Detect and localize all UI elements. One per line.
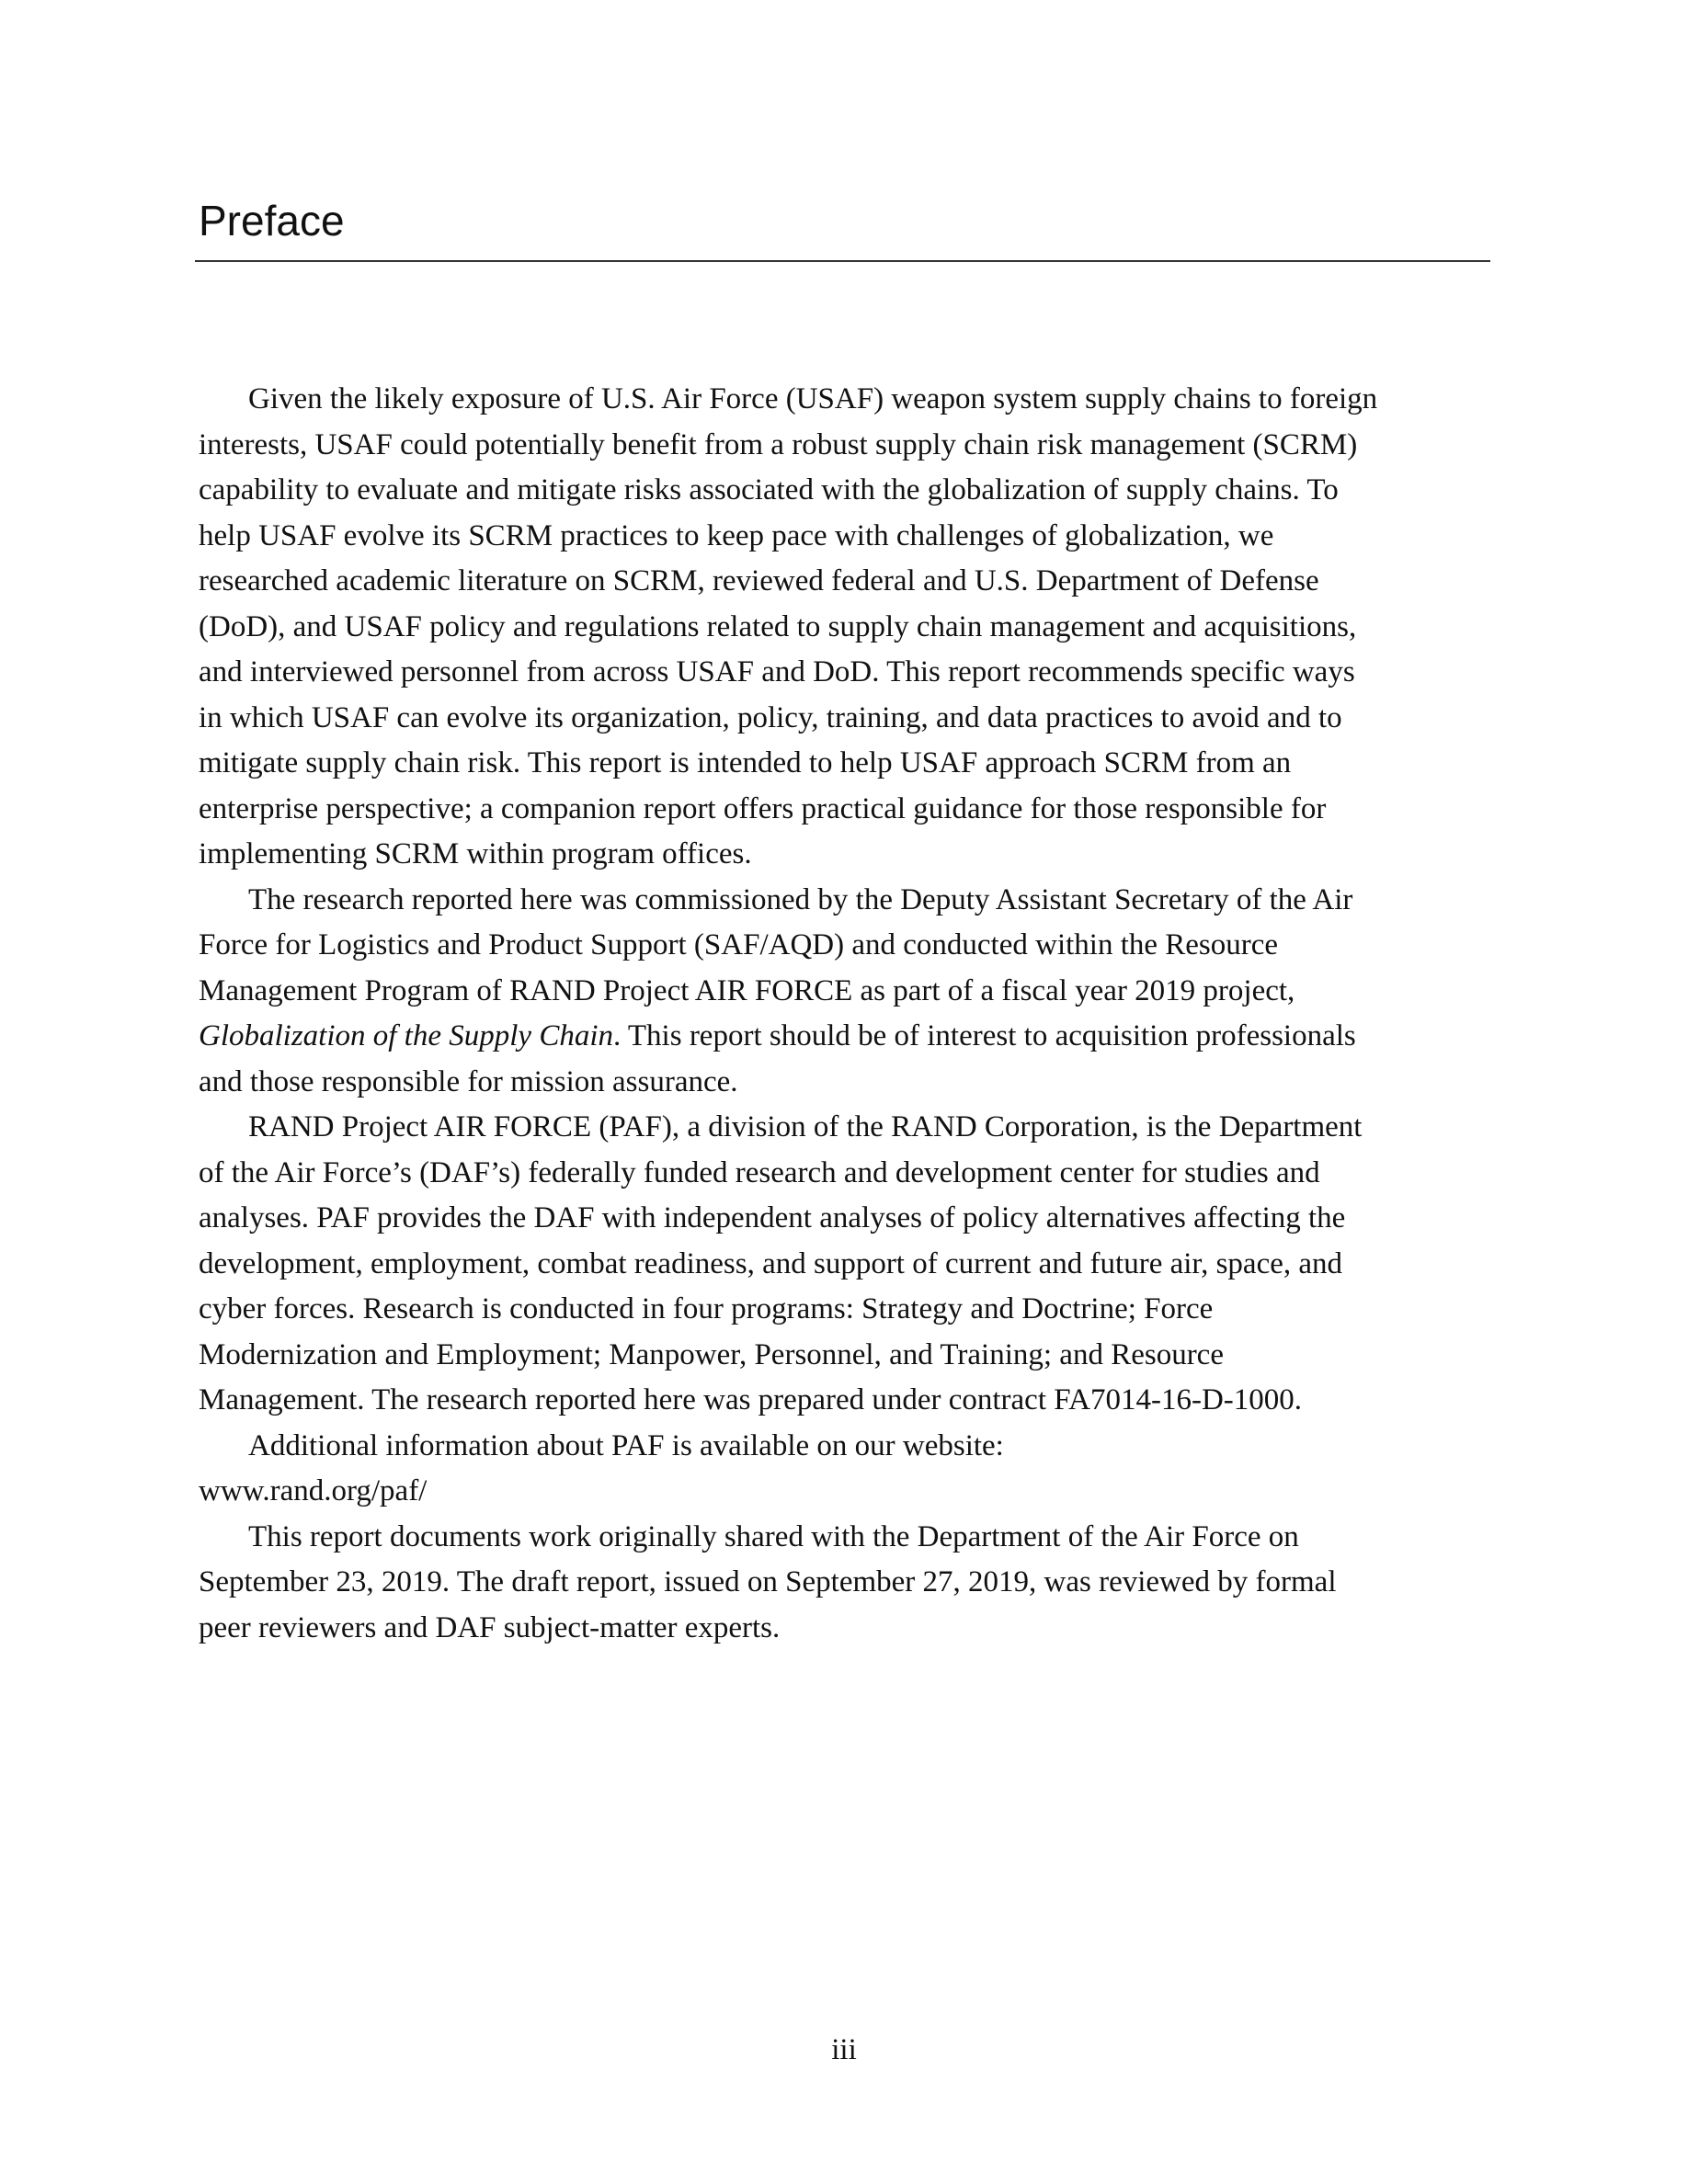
text-line: and those responsible for mission assurance. bbox=[199, 1064, 738, 1098]
paragraph-2 bbox=[199, 878, 1499, 1106]
text-line: Given the likely exposure of U.S. Air Force (USAF) weapon system supply chains to foreign bbox=[248, 382, 1378, 415]
text-line: Modernization and Employment; Manpower, Personnel, and Training; and Resource bbox=[199, 1337, 1224, 1371]
text-line: September 23, 2019. The draft report, issued on September 27, 2019, was reviewed by formal bbox=[199, 1565, 1337, 1598]
paragraph-3 bbox=[199, 1105, 1499, 1424]
text-line: peer reviewers and DAF subject-matter experts. bbox=[199, 1610, 781, 1644]
text-line: mitigate supply chain risk. This report is intended to help USAF approach SCRM from an bbox=[199, 746, 1292, 779]
project-title: Globalization of the Supply Chain bbox=[199, 1019, 613, 1052]
text-line: and interviewed personnel from across USAF and DoD. This report recommends specific ways bbox=[199, 655, 1355, 688]
text-line: implementing SCRM within program offices. bbox=[199, 837, 752, 870]
text-line: help USAF evolve its SCRM practices to keep pace with challenges of globalization, we bbox=[199, 518, 1274, 552]
text-line: RAND Project AIR FORCE (PAF), a division of the RAND Corporation, is the Department bbox=[248, 1110, 1363, 1143]
paragraph-4 bbox=[199, 1424, 1499, 1515]
paragraph-5 bbox=[199, 1515, 1499, 1652]
text-line: capability to evaluate and mitigate risks associated with the globalization of supply chains. To bbox=[199, 473, 1339, 506]
text-line: (DoD), and USAF policy and regulations related to supply chain management and acquisitions, bbox=[199, 609, 1357, 643]
text-fragment: . This report should be of interest to acquisition professionals bbox=[613, 1019, 1356, 1052]
heading-divider bbox=[195, 260, 1490, 262]
text-line: Management Program of RAND Project AIR FORCE as part of a fiscal year 2019 project, bbox=[199, 973, 1295, 1007]
text-line: This report documents work originally shared with the Department of the Air Force on bbox=[248, 1519, 1299, 1553]
text-line: cyber forces. Research is conducted in four programs: Strategy and Doctrine; Force bbox=[199, 1292, 1214, 1325]
page-title: Preface bbox=[199, 197, 345, 245]
body-text bbox=[199, 377, 1499, 1651]
website-link[interactable]: www.rand.org/paf/ bbox=[199, 1474, 428, 1507]
text-line: in which USAF can evolve its organization, policy, training, and data practices to avoid and to bbox=[199, 700, 1342, 734]
page-number: iii bbox=[831, 2033, 857, 2066]
paragraph-1 bbox=[199, 377, 1499, 878]
text-line: researched academic literature on SCRM, reviewed federal and U.S. Department of Defense bbox=[199, 564, 1319, 597]
text-line: Additional information about PAF is available on our website: bbox=[248, 1428, 1004, 1462]
text-line: analyses. PAF provides the DAF with independent analyses of policy alternatives affecting the bbox=[199, 1201, 1346, 1234]
text-line-with-title bbox=[199, 1014, 1499, 1060]
text-line: The research reported here was commissioned by the Deputy Assistant Secretary of the Air bbox=[248, 882, 1353, 916]
text-line: Force for Logistics and Product Support (SAF/AQD) and conducted within the Resource bbox=[199, 928, 1279, 961]
text-line: interests, USAF could potentially benefit from a robust supply chain risk management (SCRM) bbox=[199, 427, 1358, 461]
text-line: of the Air Force’s (DAF’s) federally funded research and development center for studies and bbox=[199, 1155, 1320, 1189]
text-line: Management. The research reported here was prepared under contract FA7014-16-D-1000. bbox=[199, 1383, 1303, 1416]
text-line: development, employment, combat readiness, and support of current and future air, space, and bbox=[199, 1246, 1343, 1280]
text-line: enterprise perspective; a companion report offers practical guidance for those responsible for bbox=[199, 791, 1327, 825]
